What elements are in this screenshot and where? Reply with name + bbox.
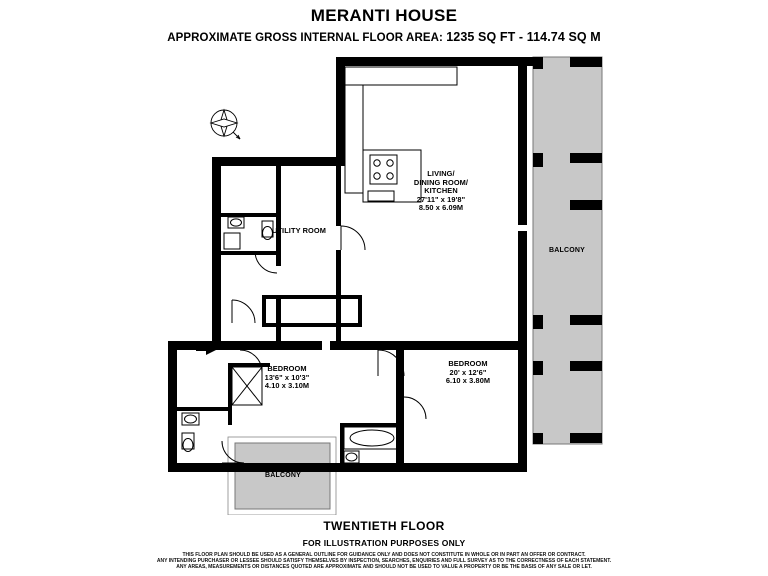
room-name-line: KITCHEN [424,186,458,196]
compass-rose [211,110,240,139]
room-name-line: UTILITY ROOM [271,226,327,235]
floor-area-line [0,30,768,44]
balcony-east-label: BALCONY [548,247,585,254]
disclaimer-line: ANY INTENDING PURCHASER OR LESSEE SHOULD SATISFY THEMSELVES BY INSPECTION, SEARCHES, ENQUIRIES AND FULL SURVEY AS TO THE CORRECTNESS OF EACH STATEMENT. [156,558,612,565]
room-dim-imperial: 27'11" x 19'8" [416,194,466,204]
room-dim-imperial: 13'6" x 10'3" [264,372,310,382]
internal-walls [177,166,402,469]
room-name-line: LIVING/ [427,169,455,178]
floor-name: TWENTIETH FLOOR [323,519,445,533]
room-dim-metric: 8.50 x 6.09M [418,203,464,213]
room-label-utility-room [258,227,340,236]
room-label-bedroom-2 [238,365,336,391]
room-name-line: BEDROOM [267,364,307,373]
room-dim-metric: 6.10 x 3.80M [445,376,491,386]
room-name-line: DINING ROOM/ [413,177,469,187]
balcony-south-label: BALCONY [264,472,301,479]
room-label-bedroom-1 [418,360,518,386]
room-dim-metric: 4.10 x 3.10M [264,381,310,391]
disclaimer [0,552,768,571]
disclaimer-line: THIS FLOOR PLAN SHOULD BE USED AS A GENERAL OUTLINE FOR GUIDANCE ONLY AND DOES NOT CONSTITUTE IN WHOLE OR IN PART AN OFFER OR CONTRACT. [182,552,586,558]
floorplan-drawing [0,45,768,515]
room-label-living-dining-kitchen [386,170,496,213]
room-name-line: BEDROOM [448,359,488,368]
page-title: MERANTI HOUSE [310,6,458,25]
room-dim-imperial: 20' x 12'6" [449,367,487,377]
floor-area-prefix: APPROXIMATE GROSS INTERNAL FLOOR AREA: [167,32,443,44]
floor-area-value: 1235 SQ FT - 114.74 SQ M [446,30,601,44]
disclaimer-line: ANY AREAS, MEASUREMENTS OR DISTANCES QUOTED ARE APPROXIMATE AND SHOULD NOT BE USED TO VALUE A PROPERTY OR BE THE BASIS OF ANY SALE OR LET. [176,564,592,571]
ensuite-fittings-right [344,427,400,463]
illustration-note: FOR ILLUSTRATION PURPOSES ONLY [302,538,466,548]
